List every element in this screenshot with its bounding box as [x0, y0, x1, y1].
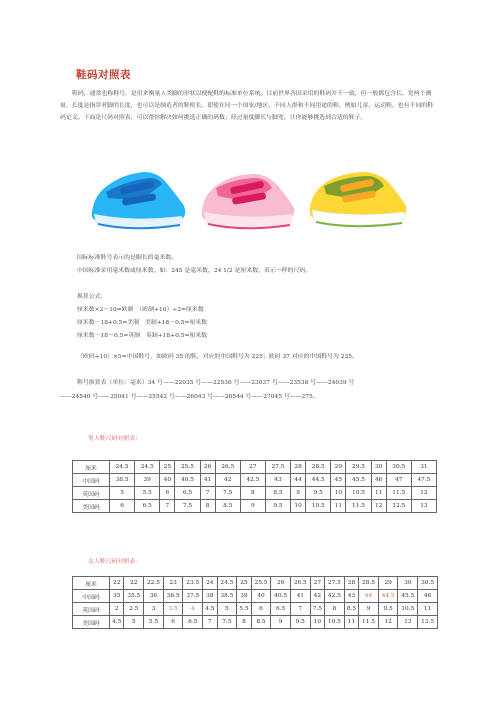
size-cell: 27 — [240, 461, 265, 474]
size-cell: 10 — [310, 616, 324, 629]
size-cell: 12.5 — [386, 500, 411, 513]
size-cell: 2 — [110, 603, 124, 616]
size-cell: 10.5 — [306, 500, 331, 513]
size-cell: 39 — [237, 590, 251, 603]
size-cell: 41 — [200, 474, 215, 487]
size-cell: 5.5 — [144, 616, 164, 629]
size-table-row — [73, 603, 438, 616]
row-header-cell: 美国码 — [73, 500, 110, 513]
note-line-1: 国际标准鞋号表示的是脚长的毫米数。 — [77, 255, 178, 261]
size-cell: 28 — [291, 461, 306, 474]
size-cell: 22 — [110, 577, 124, 590]
size-table-row — [73, 577, 438, 590]
formula-3: 厘米数－18－0.5=英制 英制+18+0.5=厘米数 — [77, 333, 208, 339]
size-cell: 12 — [378, 616, 398, 629]
size-cell: 45 — [331, 474, 346, 487]
size-cell: 9 — [271, 616, 291, 629]
size-cell: 40.5 — [271, 590, 291, 603]
page-title: 鞋码对照表 — [76, 69, 131, 81]
size-cell: 24.5 — [217, 577, 237, 590]
size-cell: 8 — [237, 616, 251, 629]
size-cell: 9.5 — [265, 500, 290, 513]
size-cell: 46 — [418, 590, 438, 603]
size-cell: 44.5 — [378, 590, 398, 603]
size-cell: 7 — [290, 603, 310, 616]
size-table-row — [73, 487, 437, 500]
size-cell: 9.5 — [378, 603, 398, 616]
size-cell: 24.5 — [110, 461, 135, 474]
note-line-2: 中国标准采用毫米数或厘米数。如：245 是毫米数，24 1/2 是厘米数，表示一样的尺码。 — [77, 268, 312, 274]
size-cell: 26 — [271, 577, 291, 590]
size-cell: 42.5 — [325, 590, 345, 603]
size-cell: 10 — [291, 500, 306, 513]
size-cell: 3.5 — [163, 603, 183, 616]
size-cell: 8 — [200, 500, 215, 513]
size-cell: 28.5 — [306, 461, 331, 474]
size-cell: 25.5 — [251, 577, 271, 590]
size-cell: 6.5 — [183, 616, 203, 629]
size-cell: 6.5 — [135, 500, 160, 513]
size-cell: 2.5 — [124, 603, 144, 616]
men-size-table — [72, 460, 437, 513]
row-header-cell: 英国码 — [73, 603, 110, 616]
size-cell: 30.5 — [386, 461, 411, 474]
size-cell: 7 — [160, 500, 175, 513]
size-cell: 4.5 — [110, 616, 124, 629]
size-cell: 42 — [310, 590, 324, 603]
size-cell: 24 — [203, 577, 217, 590]
size-cell: 22.5 — [144, 577, 164, 590]
size-cell: 37.5 — [183, 590, 203, 603]
size-cell: 42.5 — [240, 474, 265, 487]
blue-shoe-image — [92, 172, 186, 228]
size-cell: 11.5 — [359, 616, 379, 629]
size-cell: 9.5 — [290, 616, 310, 629]
size-cell: 31 — [411, 461, 436, 474]
size-cell: 9 — [359, 603, 379, 616]
formula-1: 厘米数×2－10=欧制 （欧制+10）÷2=厘米数 — [77, 307, 204, 313]
size-cell: 47.5 — [411, 474, 436, 487]
size-cell: 23.5 — [183, 577, 203, 590]
size-cell: 35 — [110, 590, 124, 603]
size-cell: 11.5 — [386, 487, 411, 500]
size-cell: 42 — [215, 474, 240, 487]
size-cell: 22 — [124, 577, 144, 590]
size-cell: 7.5 — [217, 616, 237, 629]
size-cell: 7 — [203, 616, 217, 629]
size-cell: 5 — [124, 616, 144, 629]
formula-2: 厘米数－18+0.5=美制 美制+18－0.5=厘米数 — [77, 320, 208, 326]
size-cell: 3 — [144, 603, 164, 616]
men-table-label: 男人鞋尺码对照表： — [88, 436, 142, 442]
yellow-shoe-image — [310, 172, 407, 226]
size-cell: 12 — [371, 500, 386, 513]
row-header-cell: 英国码 — [73, 487, 110, 500]
size-cell: 24.5 — [135, 461, 160, 474]
size-cell: 4.5 — [203, 603, 217, 616]
size-cell: 5.5 — [135, 487, 160, 500]
row-header-cell: 厘米 — [73, 577, 110, 590]
size-cell: 30 — [371, 461, 386, 474]
size-cell: 13 — [398, 616, 418, 629]
size-cell: 5 — [217, 603, 237, 616]
size-cell: 6.5 — [271, 603, 291, 616]
size-cell: 10 — [331, 487, 346, 500]
size-cell: 6 — [163, 616, 183, 629]
size-cell: 29 — [378, 577, 398, 590]
size-cell: 27.5 — [265, 461, 290, 474]
size-table-row — [73, 500, 437, 513]
size-cell: 5 — [110, 487, 135, 500]
size-cell: 40 — [251, 590, 271, 603]
size-cell: 8 — [325, 603, 345, 616]
size-cell: 8.5 — [215, 500, 240, 513]
size-cell: 8.5 — [265, 487, 290, 500]
women-size-table — [72, 576, 438, 629]
size-cell: 39 — [135, 474, 160, 487]
size-cell: 35.5 — [124, 590, 144, 603]
size-table-row — [73, 590, 438, 603]
size-cell: 30.5 — [418, 577, 438, 590]
size-cell: 44 — [359, 590, 379, 603]
size-cell: 36 — [144, 590, 164, 603]
size-cell: 44 — [291, 474, 306, 487]
size-cell: 7.5 — [175, 500, 200, 513]
formula-title: 换算公式： — [77, 294, 107, 300]
size-cell: 7.5 — [215, 487, 240, 500]
size-cell: 47 — [386, 474, 411, 487]
size-cell: 25 — [160, 461, 175, 474]
size-cell: 11 — [371, 487, 386, 500]
size-cell: 6 — [160, 487, 175, 500]
size-table-row — [73, 474, 437, 487]
formula-4: （欧码+10）×5=中国鞋号，如欧码 35 的鞋，对应的中国鞋号为 225；欧码 37 对应的中国鞋号为 235。 — [77, 354, 358, 360]
size-sequence-line-1: 鞋号换算表（单位：毫米）34 号——22035 号——22536 号——23037 号——23538 号——24039 号 — [77, 380, 355, 386]
size-cell: 9 — [240, 500, 265, 513]
size-cell: 10.5 — [398, 603, 418, 616]
size-cell: 13 — [411, 500, 436, 513]
size-cell: 8 — [240, 487, 265, 500]
size-cell: 43 — [265, 474, 290, 487]
size-cell: 6 — [251, 603, 271, 616]
row-header-cell: 中国码 — [73, 474, 110, 487]
row-header-cell: 美国码 — [73, 616, 110, 629]
size-cell: 36.5 — [163, 590, 183, 603]
size-cell: 11 — [344, 616, 358, 629]
size-cell: 10.5 — [325, 616, 345, 629]
size-cell: 4 — [183, 603, 203, 616]
size-cell: 46 — [371, 474, 386, 487]
size-cell: 29 — [331, 461, 346, 474]
size-cell: 9 — [291, 487, 306, 500]
size-cell: 25 — [237, 577, 251, 590]
size-cell: 8.5 — [251, 616, 271, 629]
size-sequence-line-2: ——24540 号——25041 号——25542 号——26043 号——26544 号——27045 号——275。 — [60, 394, 319, 400]
size-cell: 40 — [160, 474, 175, 487]
size-cell: 27.5 — [325, 577, 345, 590]
shoe-photos — [84, 154, 414, 236]
size-cell: 43 — [344, 590, 358, 603]
size-cell: 7 — [200, 487, 215, 500]
size-cell: 38.5 — [217, 590, 237, 603]
size-cell: 9.5 — [306, 487, 331, 500]
size-cell: 45.5 — [398, 590, 418, 603]
size-table-row — [73, 461, 437, 474]
size-cell: 26.5 — [290, 577, 310, 590]
size-cell: 38.5 — [110, 474, 135, 487]
size-cell: 6 — [110, 500, 135, 513]
size-cell: 38 — [203, 590, 217, 603]
size-cell: 40.5 — [175, 474, 200, 487]
size-cell: 6.5 — [175, 487, 200, 500]
size-cell: 45.5 — [346, 474, 371, 487]
size-cell: 13.5 — [418, 616, 438, 629]
size-cell: 10.5 — [346, 487, 371, 500]
size-cell: 44.5 — [306, 474, 331, 487]
size-cell: 7.5 — [310, 603, 324, 616]
size-cell: 30 — [398, 577, 418, 590]
size-cell: 12 — [411, 487, 436, 500]
size-cell: 11 — [418, 603, 438, 616]
size-cell: 41 — [290, 590, 310, 603]
row-header-cell: 中国码 — [73, 590, 110, 603]
row-header-cell: 厘米 — [73, 461, 110, 474]
size-cell: 29.5 — [346, 461, 371, 474]
size-cell: 11 — [331, 500, 346, 513]
size-cell: 8.5 — [344, 603, 358, 616]
size-cell: 5.5 — [237, 603, 251, 616]
intro-paragraph: 鞋码，通常也称鞋号，是用来衡量人类脚的形状以便配鞋的标准单位系统。目前世界各国采用的鞋码并不一致，但一般都包含长、宽两个测量，长度是指穿者脚的长度，也可以是制造者的鞋楦长。即使在同一个国家/地区，不同人群和不同用途的鞋，例如儿童、运动鞋，也有不同的鞋码定义。下面是尺码对照表，可以帮你解决如何挑选正确的码数；经过量度脚长与脚宽，让你能够挑选到合适的鞋子。 — [60, 91, 434, 121]
women-table-label: 女人鞋尺码对照表： — [88, 559, 142, 565]
size-cell: 27 — [310, 577, 324, 590]
size-cell: 26 — [200, 461, 215, 474]
size-cell: 11.5 — [346, 500, 371, 513]
size-cell: 28.5 — [359, 577, 379, 590]
size-cell: 28 — [344, 577, 358, 590]
size-cell: 26.5 — [215, 461, 240, 474]
size-cell: 25.5 — [175, 461, 200, 474]
size-table-row — [73, 616, 438, 629]
pink-shoe-image — [202, 174, 295, 228]
size-cell: 23 — [163, 577, 183, 590]
